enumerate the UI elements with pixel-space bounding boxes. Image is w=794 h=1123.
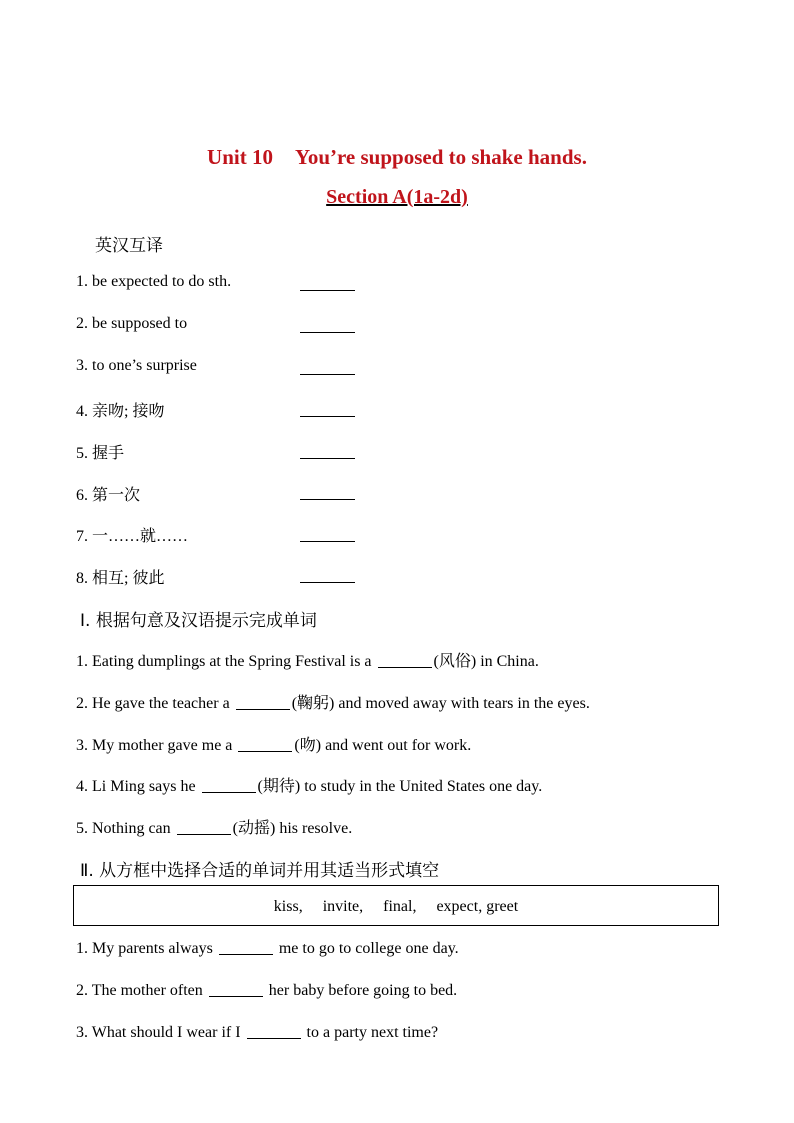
word-box [73, 885, 719, 926]
part1-blank-4[interactable] [202, 792, 256, 793]
vocab-blank-3[interactable] [300, 374, 355, 375]
vocab-blank-6[interactable] [300, 499, 355, 500]
part1-blank-3[interactable] [238, 751, 292, 752]
vocab-blank-2[interactable] [300, 332, 355, 333]
word-box-text: kiss, invite, final, expect, greet [273, 898, 519, 915]
section-label: Section A(1a-2d) [326, 186, 468, 208]
part1-item-3: 3. My mother gave me a (吻) and went out for work. [76, 737, 472, 754]
part1-item-4: 4. Li Ming says he (期待) to study in the United States one day. [76, 778, 543, 795]
vocab-item-2: 2. be supposed to [76, 315, 188, 332]
unit-label: Unit 10 [207, 145, 273, 169]
part2-blank-1[interactable] [219, 954, 273, 955]
part2-blank-3[interactable] [247, 1038, 301, 1039]
part1-item-2: 2. He gave the teacher a (鞠躬) and moved away with tears in the eyes. [76, 695, 590, 712]
part2-blank-2[interactable] [209, 996, 263, 997]
part2-item-1: 1. My parents always me to go to college one day. [76, 940, 459, 957]
vocab-item-3: 3. to one’s surprise [76, 357, 197, 374]
vocab-blank-7[interactable] [300, 541, 355, 542]
part2-item-2: 2. The mother often her baby before going to bed. [76, 982, 458, 999]
part1-blank-1[interactable] [378, 667, 432, 668]
section-title [0, 186, 794, 209]
vocab-blank-4[interactable] [300, 416, 355, 417]
title-text: You’re supposed to shake hands. [294, 145, 587, 169]
part2-item-3: 3. What should I wear if I to a party next time? [76, 1024, 439, 1041]
part1-blank-5[interactable] [177, 834, 231, 835]
part1-heading: Ⅰ. 根据句意及汉语提示完成单词 [80, 611, 317, 631]
vocab-item-5: 5. 握手 [76, 445, 125, 462]
page-title [0, 145, 794, 170]
vocab-blank-1[interactable] [300, 290, 355, 291]
vocab-item-4: 4. 亲吻; 接吻 [76, 403, 165, 420]
part1-item-1: 1. Eating dumplings at the Spring Festival is a (风俗) in China. [76, 653, 539, 670]
vocab-blank-5[interactable] [300, 458, 355, 459]
part1-blank-2[interactable] [236, 709, 290, 710]
vocab-item-8: 8. 相互; 彼此 [76, 570, 165, 587]
part1-item-5: 5. Nothing can (动摇) his resolve. [76, 820, 353, 837]
vocab-heading: 英汉互译 [95, 236, 163, 256]
part2-heading: Ⅱ. 从方框中选择合适的单词并用其适当形式填空 [80, 861, 440, 881]
vocab-item-1: 1. be expected to do sth. [76, 273, 232, 290]
vocab-blank-8[interactable] [300, 582, 355, 583]
vocab-item-6: 6. 第一次 [76, 487, 141, 504]
vocab-item-7: 7. 一……就…… [76, 528, 189, 545]
